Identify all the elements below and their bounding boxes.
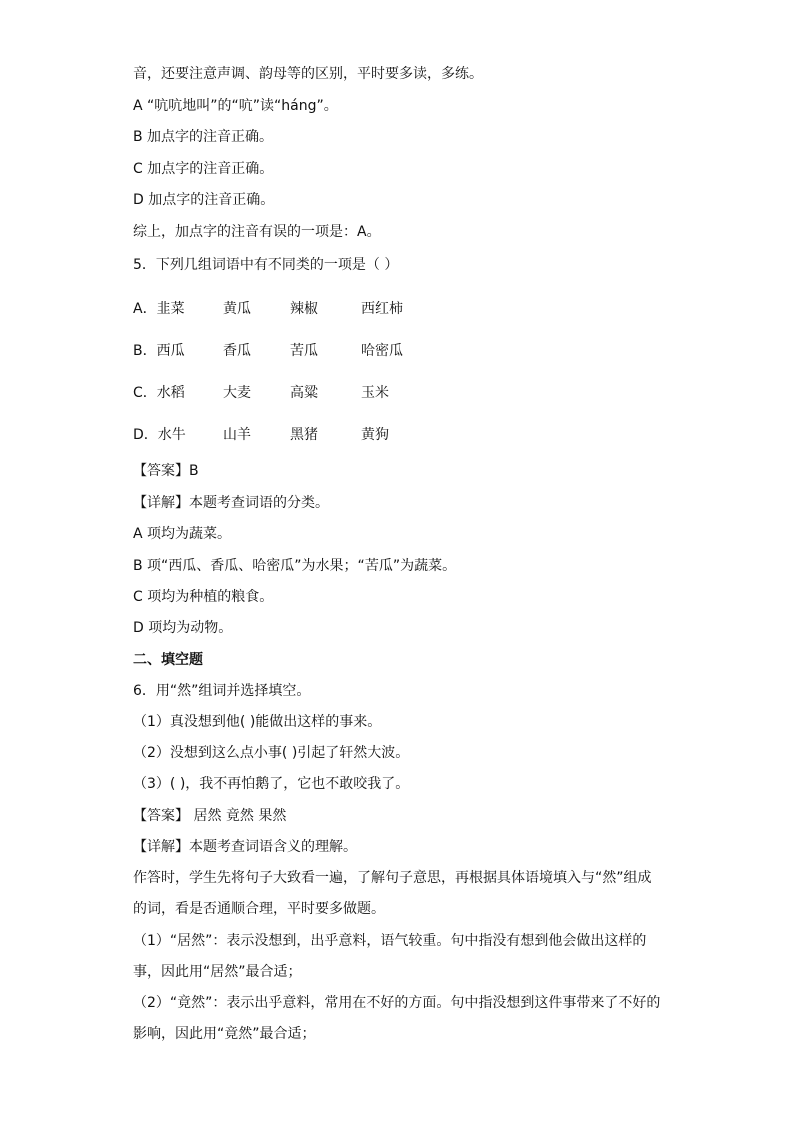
option-d-word: 黑猪 [290, 427, 318, 443]
question-6-2: （2）没想到这么点小事( )引起了轩然大波。 [133, 745, 410, 761]
option-c-word: 玉米 [361, 385, 389, 401]
text-line: 作答时，学生先将句子大致看一遍，了解句子意思，再根据具体语境填入与“然”组成 [133, 870, 652, 886]
text-line: 的词，看是否通顺合理，平时要多做题。 [133, 901, 385, 917]
option-a-word: 辣椒 [290, 301, 318, 317]
text-line: 影响，因此用“竟然”最合适； [133, 1026, 316, 1042]
section-heading: 二、填空题 [133, 652, 203, 668]
answer-6: 【答案】 居然 竟然 果然 [133, 808, 287, 824]
text-line: C 加点字的注音正确。 [133, 161, 274, 177]
option-a-word: 黄瓜 [223, 301, 251, 317]
text-line: A 项均为蔬菜。 [133, 526, 232, 542]
text-line: （2）“竟然”：表示出乎意料，常用在不好的方面。句中指没想到这件事带来了不好的 [133, 995, 661, 1011]
text-line: B 项“西瓜、香瓜、哈密瓜”为水果；“苦瓜”为蔬菜。 [133, 558, 457, 574]
text-line: C 项均为种植的粮食。 [133, 589, 274, 605]
detail-5: 【详解】本题考查词语的分类。 [133, 495, 329, 511]
option-b-label: B．西瓜 [133, 343, 185, 359]
option-b-word: 香瓜 [223, 343, 251, 359]
detail-6: 【详解】本题考查词语含义的理解。 [133, 839, 357, 855]
question-6: 6．用“然”组词并选择填空。 [133, 683, 311, 699]
text-line: 事，因此用“居然”最合适； [133, 964, 302, 980]
question-5: 5．下列几组词语中有不同类的一项是（ ） [133, 257, 399, 273]
option-b-word: 苦瓜 [290, 343, 318, 359]
text-line: D 加点字的注音正确。 [133, 192, 275, 208]
option-c-word: 大麦 [223, 385, 251, 401]
text-line: B 加点字的注音正确。 [133, 129, 274, 145]
option-b-word: 哈密瓜 [361, 343, 403, 359]
option-a-word: 西红柿 [361, 301, 403, 317]
option-c-word: 高粱 [290, 385, 318, 401]
option-d-word: 山羊 [223, 427, 251, 443]
option-d-word: 黄狗 [361, 427, 389, 443]
question-6-3: （3）( )，我不再怕鹅了，它也不敢咬我了。 [133, 776, 410, 792]
question-6-1: （1）真没想到他( )能做出这样的事来。 [133, 714, 382, 730]
text-line: D 项均为动物。 [133, 620, 233, 636]
text-line: 综上，加点字的注音有误的一项是：A。 [133, 224, 381, 240]
text-line: 音，还要注意声调、韵母等的区别，平时要多读，多练。 [133, 66, 483, 82]
option-d-label: D．水牛 [133, 427, 186, 443]
option-c-label: C．水稻 [133, 385, 185, 401]
text-line: A “吭吭地叫”的“吭”读“háng”。 [133, 98, 338, 114]
option-a-label: A．韭菜 [133, 301, 185, 317]
answer-5: 【答案】B [133, 463, 199, 479]
text-line: （1）“居然”：表示没想到，出乎意料，语气较重。句中指没有想到他会做出这样的 [133, 933, 647, 949]
